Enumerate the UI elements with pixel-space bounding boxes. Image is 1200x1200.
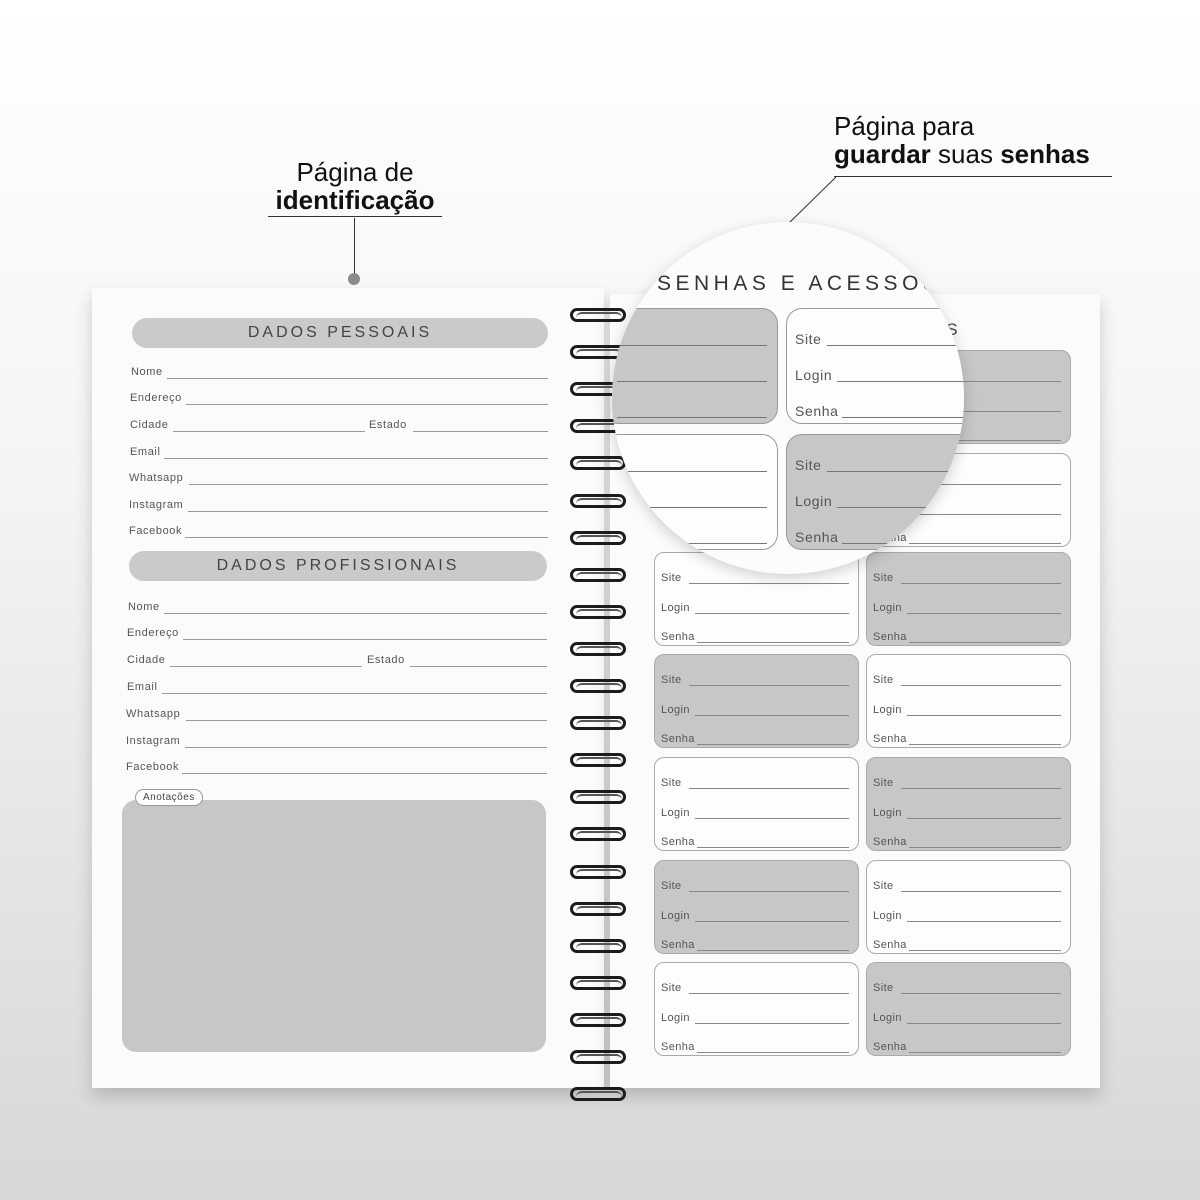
personal-email-field[interactable]: Email [130, 446, 548, 466]
professional-data-header: DADOS PROFISSIONAIS [129, 551, 547, 581]
callout-passwords [800, 112, 1140, 168]
card-senha-line[interactable] [909, 1052, 1061, 1053]
card-login-label: Login [661, 910, 690, 922]
card-site-line[interactable] [901, 788, 1061, 789]
card-senha-line[interactable] [697, 642, 849, 643]
card-senha-label: Senha [661, 836, 695, 848]
card-senha-line[interactable] [909, 744, 1061, 745]
personal-instagram-field[interactable]: Instagram [129, 499, 548, 519]
magnified-card-line [842, 543, 964, 544]
card-site-label: Site [661, 572, 682, 584]
personal-address-field[interactable]: Endereço [130, 392, 548, 412]
card-senha-label: Senha [661, 631, 695, 643]
card-login-line[interactable] [907, 818, 1061, 819]
callout-left-underline [268, 216, 442, 217]
spiral-coil [566, 788, 636, 810]
card-site-line[interactable] [901, 891, 1061, 892]
magnified-card-label: Login [795, 367, 833, 383]
card-senha-line[interactable] [697, 847, 849, 848]
card-senha-line[interactable] [697, 950, 849, 951]
callout-identification-line1: Página de [296, 157, 414, 187]
personal-name-field[interactable]: Nome [131, 366, 548, 386]
spiral-coil [566, 603, 636, 625]
spiral-coil [566, 937, 636, 959]
magnifier-zoom [612, 222, 964, 574]
password-card[interactable] [654, 654, 859, 748]
card-login-label: Login [661, 1012, 690, 1024]
spiral-coil [566, 640, 636, 662]
callout-left-dot [348, 273, 360, 285]
spiral-coil [566, 1048, 636, 1070]
password-card[interactable] [866, 552, 1071, 646]
magnified-card-line [617, 543, 767, 544]
card-site-line[interactable] [689, 993, 849, 994]
personal-data-header: DADOS PESSOAIS [132, 318, 548, 348]
card-login-line[interactable] [695, 818, 849, 819]
password-card[interactable] [654, 860, 859, 954]
card-senha-line[interactable] [697, 1052, 849, 1053]
magnified-card-line [842, 417, 964, 418]
notes-area[interactable] [122, 800, 546, 1052]
notes-label: Anotações [135, 789, 203, 806]
magnified-password-card [612, 434, 778, 550]
card-login-label: Login [873, 602, 902, 614]
card-login-label: Login [873, 1012, 902, 1024]
card-senha-line[interactable] [909, 950, 1061, 951]
spiral-coil [566, 714, 636, 736]
card-site-label: Site [661, 674, 682, 686]
card-login-label: Login [873, 807, 902, 819]
password-card[interactable] [866, 860, 1071, 954]
card-site-label: Site [873, 674, 894, 686]
magnified-card-label: Login [795, 493, 833, 509]
professional-whatsapp-field[interactable]: Whatsapp [126, 708, 547, 728]
magnified-card-line [837, 381, 964, 382]
card-senha-label: Senha [661, 1041, 695, 1053]
magnified-card-line [617, 381, 767, 382]
callout-right-underline [834, 176, 1112, 177]
card-login-line[interactable] [907, 1023, 1061, 1024]
card-login-label: Login [661, 704, 690, 716]
magnified-password-card [786, 434, 964, 550]
spiral-coil [566, 974, 636, 996]
password-card[interactable] [866, 757, 1071, 851]
magnified-password-card [786, 308, 964, 424]
card-site-line[interactable] [901, 583, 1061, 584]
card-senha-line[interactable] [909, 642, 1061, 643]
magnified-card-line [617, 471, 767, 472]
card-site-line[interactable] [901, 993, 1061, 994]
card-login-line[interactable] [695, 613, 849, 614]
professional-address-field[interactable]: Endereço [127, 627, 547, 647]
callout-identification-line2: identificação [275, 185, 435, 215]
password-card[interactable] [654, 757, 859, 851]
card-login-line[interactable] [907, 613, 1061, 614]
professional-name-field[interactable]: Nome [128, 601, 547, 621]
professional-facebook-field[interactable]: Facebook [126, 761, 547, 781]
spiral-coil [566, 1085, 636, 1107]
card-site-label: Site [873, 880, 894, 892]
card-login-label: Login [661, 602, 690, 614]
card-login-label: Login [873, 910, 902, 922]
magnified-card-line [617, 345, 767, 346]
card-senha-label: Senha [873, 836, 907, 848]
password-card[interactable] [866, 962, 1071, 1056]
card-site-label: Site [661, 777, 682, 789]
card-login-line[interactable] [907, 921, 1061, 922]
card-login-label: Login [661, 807, 690, 819]
callout-passwords-line1: Página para [834, 111, 975, 141]
magnified-card-label: Site [795, 457, 822, 473]
callout-left-leader [354, 218, 355, 274]
magnified-card-line [827, 345, 964, 346]
card-site-label: Site [873, 777, 894, 789]
spiral-coil [566, 825, 636, 847]
card-senha-label: Senha [661, 939, 695, 951]
magnified-card-label: Site [795, 331, 822, 347]
card-login-line[interactable] [695, 921, 849, 922]
card-site-label: Site [873, 982, 894, 994]
spiral-coil [566, 751, 636, 773]
card-senha-label: Senha [873, 733, 907, 745]
magnified-card-label: Senha [795, 529, 839, 545]
card-site-line[interactable] [901, 685, 1061, 686]
card-senha-label: Senha [873, 631, 907, 643]
magnified-card-line [617, 507, 767, 508]
card-senha-label: Senha [873, 1041, 907, 1053]
card-login-line[interactable] [907, 715, 1061, 716]
spiral-coil [566, 677, 636, 699]
callout-passwords-line2: guardar suas senhas [834, 139, 1090, 169]
spiral-coil [566, 1011, 636, 1033]
card-site-label: Site [661, 880, 682, 892]
card-senha-label: Senha [661, 733, 695, 745]
professional-instagram-field[interactable]: Instagram [126, 735, 547, 755]
card-senha-line[interactable] [909, 847, 1061, 848]
spiral-coil [566, 566, 636, 588]
card-senha-line[interactable] [697, 744, 849, 745]
spiral-coil [566, 863, 636, 885]
spiral-coil [566, 900, 636, 922]
magnified-card-label: Senha [795, 403, 839, 419]
magnified-card-line [827, 471, 964, 472]
card-login-label: Login [873, 704, 902, 716]
magnified-password-card [612, 308, 778, 424]
personal-city-state-field[interactable]: Cidade Estado [130, 419, 548, 439]
card-site-label: Site [873, 572, 894, 584]
card-senha-label: Senha [873, 939, 907, 951]
password-card[interactable] [866, 654, 1071, 748]
professional-email-field[interactable]: Email [127, 681, 547, 701]
card-login-line[interactable] [695, 715, 849, 716]
passwords-page-title: SENHAS E ACESSOS [657, 272, 942, 295]
password-card[interactable] [654, 962, 859, 1056]
card-site-line[interactable] [689, 788, 849, 789]
card-login-line[interactable] [695, 1023, 849, 1024]
card-site-line[interactable] [689, 891, 849, 892]
card-site-line[interactable] [689, 685, 849, 686]
card-site-line[interactable] [689, 583, 849, 584]
card-site-label: Site [661, 982, 682, 994]
personal-whatsapp-field[interactable]: Whatsapp [129, 472, 548, 492]
callout-identification [258, 158, 452, 214]
magnified-card-line [837, 507, 964, 508]
professional-city-state-field[interactable]: Cidade Estado [127, 654, 547, 674]
magnified-card-line [617, 417, 767, 418]
personal-facebook-field[interactable]: Facebook [129, 525, 548, 545]
